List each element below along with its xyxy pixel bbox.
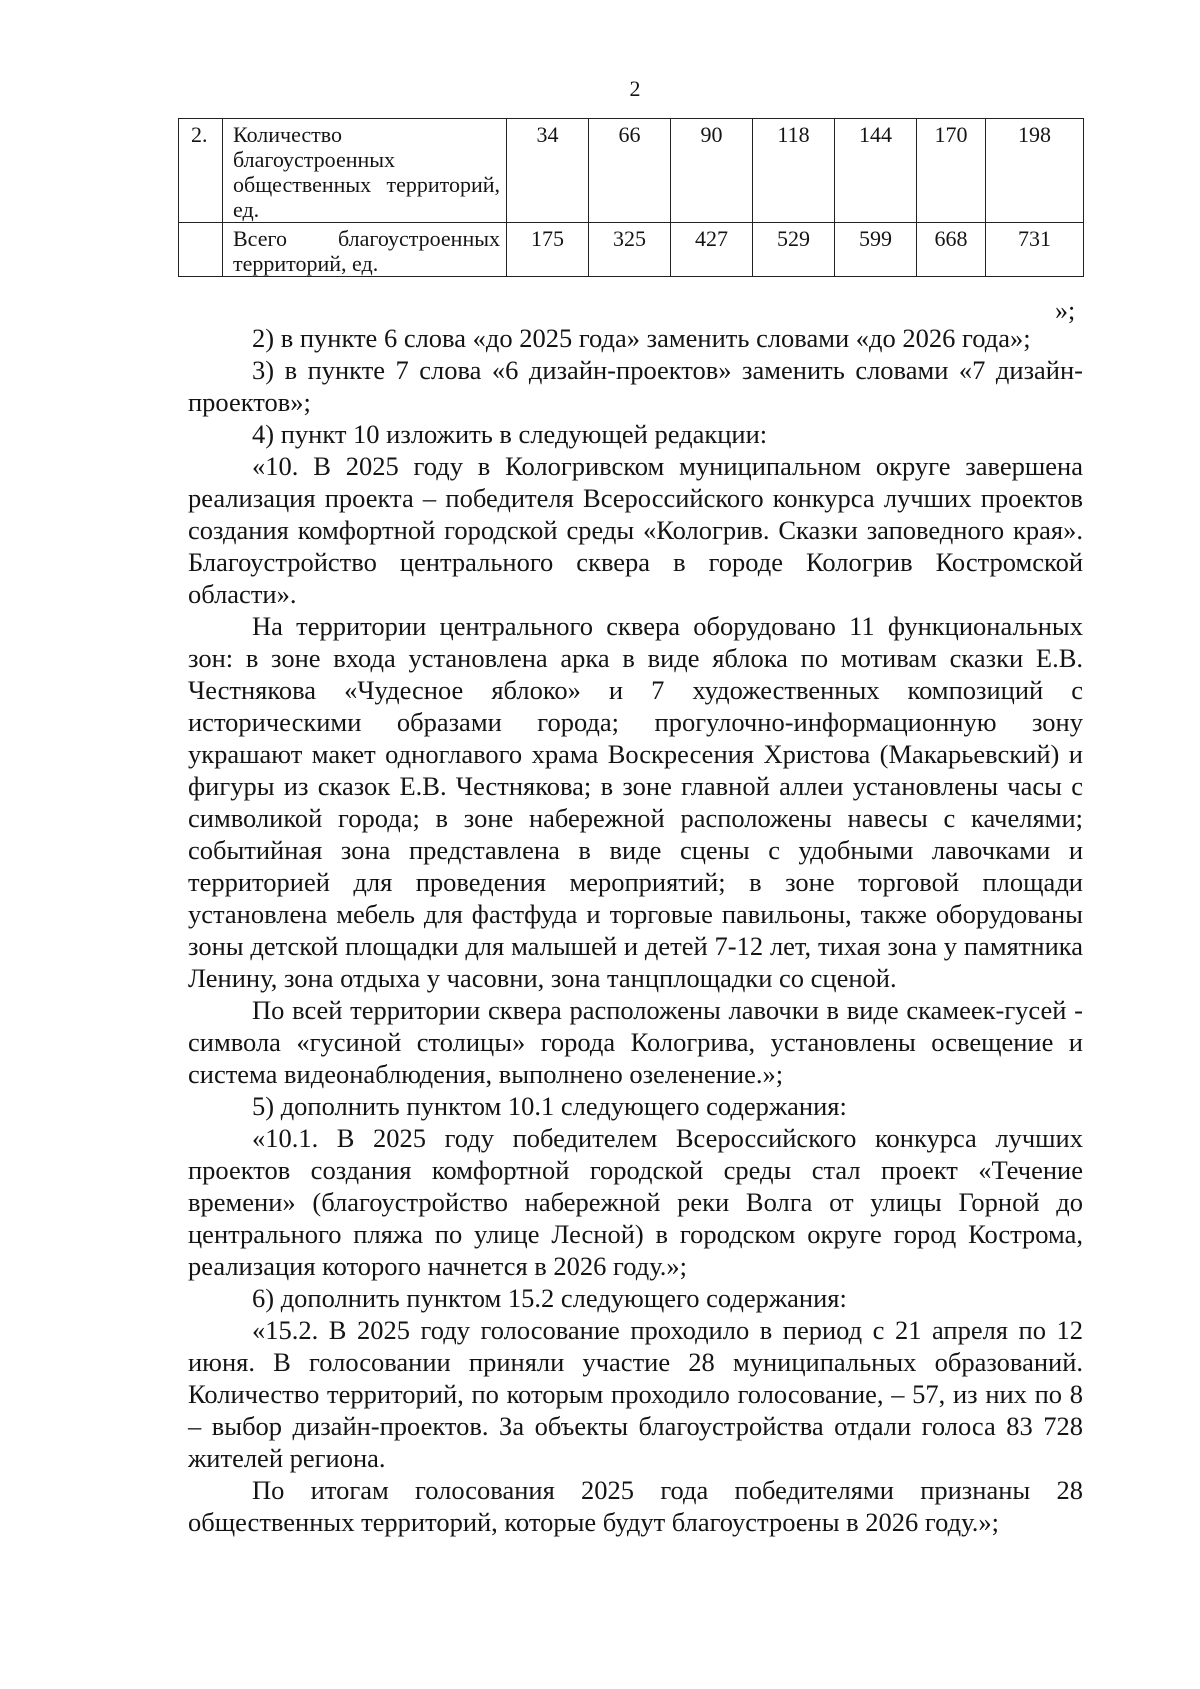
paragraph: 4) пункт 10 изложить в следующей редакции: [252,419,768,449]
value-cell: 144 [835,119,917,223]
value-cell: 170 [917,119,986,223]
row-label-line: ед. [233,197,260,222]
value-cell: 175 [507,223,589,277]
row-number [179,223,223,277]
paragraph: 2) в пункте 6 слова «до 2025 года» заменить словами «до 2026 года»; [252,323,1031,353]
paragraph: 5) дополнить пунктом 10.1 следующего содержания: [252,1091,847,1121]
indicators-table [178,118,1084,277]
row-label-line: территорий, ед. [233,251,379,276]
paragraph: «10. В 2025 году в Кологривском муниципальном округе завершена реализация проекта – победителя Всероссийского конкурса лучших проектов создания комфортной городской среды «Кологрив. Сказки заповедного края». Благоустройство центрального сквера в городе Кологрив Костромской области». [188,451,1083,609]
document-body [188,322,1083,1538]
value-cell: 90 [671,119,753,223]
table-row [179,119,1084,223]
paragraph: «15.2. В 2025 году голосование проходило в период с 21 апреля по 12 июня. В голосовании приняли участие 28 муниципальных образований. Количество территорий, по которым проходило голосование, – 57, из них по 8 – выбор дизайн-проектов. За объекты благоустройства отдали голоса 83 728 жителей региона. [188,1315,1083,1473]
value-cell: 599 [835,223,917,277]
value-cell: 668 [917,223,986,277]
paragraph: По всей территории сквера расположены лавочки в виде скамеек-гусей - символа «гусиной столицы» города Кологрива, установлены освещение и система видеонаблюдения, выполнено озеленение.»; [188,995,1083,1089]
paragraph: 6) дополнить пунктом 15.2 следующего содержания: [252,1283,847,1313]
paragraph: По итогам голосования 2025 года победителями признаны 28 общественных территорий, которые будут благоустроены в 2026 году.»; [188,1475,1083,1537]
row-label-line: Количество [233,122,343,147]
row-label [223,223,507,277]
paragraph: На территории центрального сквера оборудовано 11 функциональных зон: в зоне входа установлена арка в виде яблока по мотивам сказки Е.В. Честнякова «Чудесное яблоко» и 7 художественных композиций с историческими образами города; прогулочно-информационную зону украшают макет одноглавого храма Воскресения Христова (Макарьевский) и фигуры из сказок Е.В. Честнякова; в зоне главной аллеи установлены часы с символикой города; в зоне набережной расположены навесы с качелями; событийная зона представлена в виде сцены с удобными лавочками и территорией для проведения мероприятий; в зоне торговой площади установлена мебель для фастфуда и торговые павильоны, также оборудованы зоны детской площадки для малышей и детей 7-12 лет, тихая зона у памятника Ленину, зона отдыха у часовни, зона танцплощадки со сценой. [188,611,1083,993]
row-number: 2. [179,119,223,223]
row-label-line: благоустроенных [233,147,396,172]
paragraph: «10.1. В 2025 году победителем Всероссийского конкурса лучших проектов создания комфортной городской среды стал проект «Течение времени» (благоустройство набережной реки Волга от улицы Горной до центрального пляжа по улице Лесной) в городском округе город Кострома, реализация которого начнется в 2026 году.»; [188,1123,1083,1281]
paragraph: 3) в пункте 7 слова «6 дизайн-проектов» заменить словами «7 дизайн-проектов»; [188,355,1083,417]
row-label-line: общественных территорий, [233,172,500,197]
value-cell: 529 [753,223,835,277]
value-cell: 325 [589,223,671,277]
table-row [179,223,1084,277]
page-number: 2 [629,76,641,101]
row-label-line: Всего благоустроенных [233,226,500,251]
value-cell: 34 [507,119,589,223]
value-cell: 198 [986,119,1084,223]
value-cell: 427 [671,223,753,277]
value-cell: 731 [986,223,1084,277]
row-label [223,119,507,223]
value-cell: 66 [589,119,671,223]
closing-quote-mark: »; [1055,296,1076,325]
value-cell: 118 [753,119,835,223]
